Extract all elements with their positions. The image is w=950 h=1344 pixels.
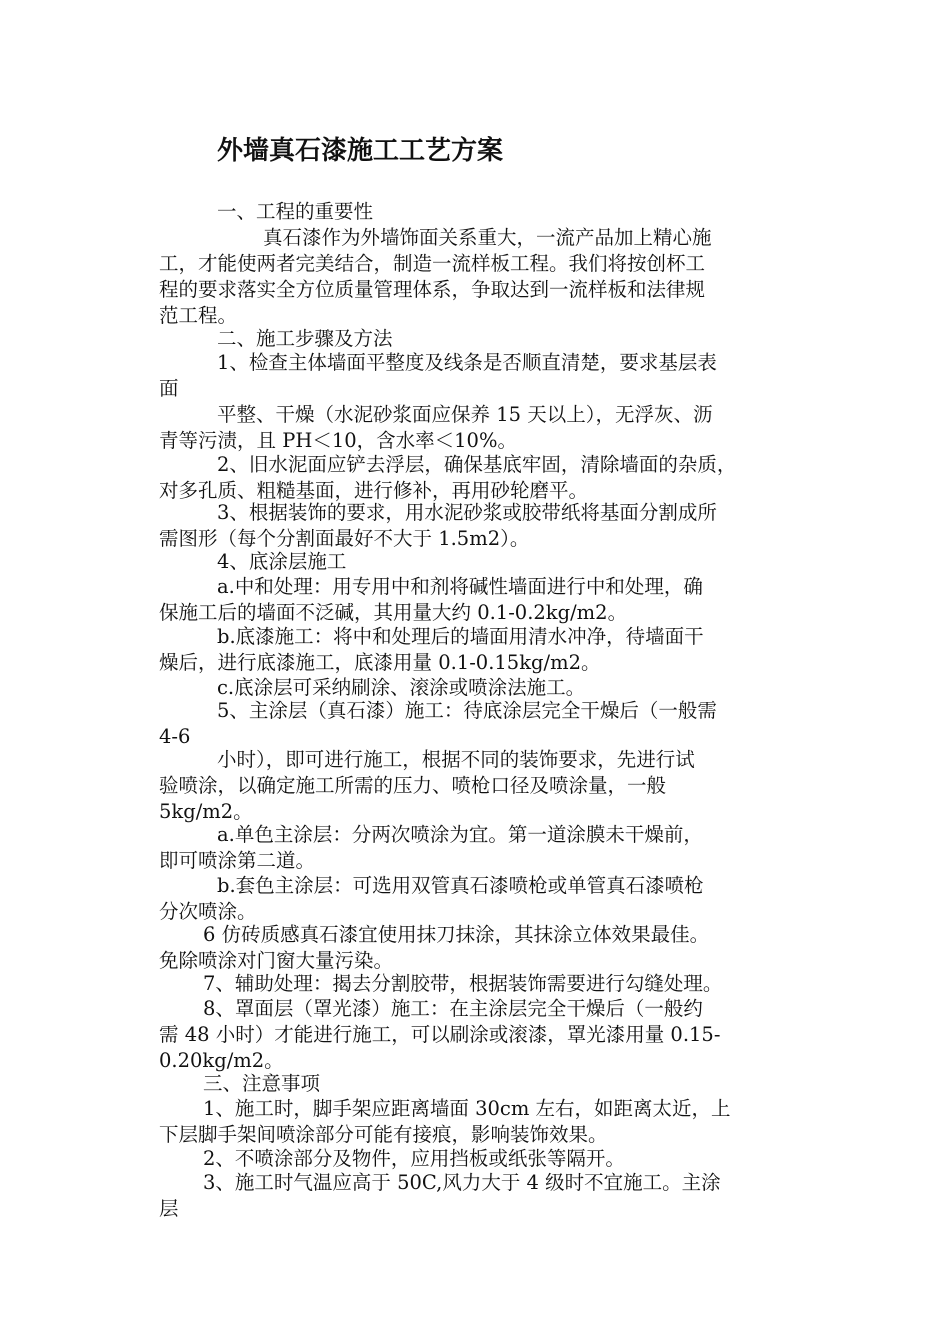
- paragraph-line: 6 仿砖质感真石漆宜使用抹刀抹涂，其抹涂立体效果最佳。: [203, 923, 710, 946]
- paragraph-line: 5、主涂层（真石漆）施工：待底涂层完全干燥后（一般需: [217, 699, 717, 722]
- paragraph-line: 青等污渍，且 PH＜10，含水率＜10%。: [159, 429, 517, 452]
- paragraph-line: 验喷涂，以确定施工所需的压力、喷枪口径及喷涂量，一般: [159, 774, 667, 797]
- paragraph-line: 平整、干燥（水泥砂浆面应保养 15 天以上），无浮灰、沥: [217, 403, 713, 426]
- paragraph-line: 层: [159, 1197, 179, 1220]
- paragraph-line: 0.20kg/m2。: [159, 1049, 284, 1072]
- paragraph-line: 1、施工时，脚手架应距离墙面 30cm 左右，如距离太近，上: [203, 1097, 731, 1120]
- paragraph-line: 下层脚手架间喷涂部分可能有接痕，影响装饰效果。: [159, 1123, 608, 1146]
- paragraph-line: 保施工后的墙面不泛碱，其用量大约 0.1-0.2kg/m2。: [159, 601, 628, 624]
- paragraph-line: 8、罩面层（罩光漆）施工：在主涂层完全干燥后（一般约: [203, 997, 703, 1020]
- section-heading: 二、施工步骤及方法: [217, 327, 393, 350]
- section-heading: 三、注意事项: [203, 1072, 321, 1095]
- paragraph-line: 即可喷涂第二道。: [159, 849, 316, 872]
- paragraph-line: 真石漆作为外墙饰面关系重大，一流产品加上精心施: [263, 226, 712, 249]
- paragraph-line: 小时），即可进行施工，根据不同的装饰要求，先进行试: [217, 748, 695, 771]
- paragraph-line: 程的要求落实全方位质量管理体系，争取达到一流样板和法律规: [159, 278, 706, 301]
- paragraph-line: 3、施工时气温应高于 50C,风力大于 4 级时不宜施工。主涂: [203, 1171, 721, 1194]
- paragraph-line: b.底漆施工：将中和处理后的墙面用清水冲净，待墙面干: [217, 625, 704, 648]
- paragraph-line: 3、根据装饰的要求，用水泥砂浆或胶带纸将基面分割成所: [217, 501, 717, 524]
- paragraph-line: 2、旧水泥面应铲去浮层，确保基底牢固，清除墙面的杂质，: [217, 453, 737, 476]
- paragraph-line: 燥后，进行底漆施工，底漆用量 0.1-0.15kg/m2。: [159, 651, 601, 674]
- paragraph-line: 4-6: [159, 725, 191, 748]
- paragraph-line: 5kg/m2。: [159, 800, 253, 823]
- section-heading: 4、底涂层施工: [217, 550, 347, 573]
- paragraph-line: 需图形（每个分割面最好不大于 1.5m2）。: [159, 527, 530, 550]
- document-title: 外墙真石漆施工工艺方案: [217, 136, 504, 166]
- paragraph-line: 分次喷涂。: [159, 900, 257, 923]
- paragraph-line: 范工程。: [159, 304, 238, 327]
- paragraph-line: 工，才能使两者完美结合，制造一流样板工程。我们将按创杯工: [159, 252, 706, 275]
- paragraph-line: a.单色主涂层：分两次喷涂为宜。第一道涂膜未干燥前，: [217, 823, 703, 846]
- paragraph-line: 对多孔质、粗糙基面，进行修补，再用砂轮磨平。: [159, 479, 589, 502]
- paragraph-line: 7、辅助处理：揭去分割胶带，根据装饰需要进行勾缝处理。: [203, 972, 723, 995]
- paragraph-line: a.中和处理：用专用中和剂将碱性墙面进行中和处理，确: [217, 575, 703, 598]
- paragraph-line: 免除喷涂对门窗大量污染。: [159, 949, 394, 972]
- section-heading: 一、工程的重要性: [217, 200, 374, 223]
- paragraph-line: 需 48 小时）才能进行施工，可以刷涂或滚漆，罩光漆用量 0.15-: [159, 1023, 721, 1046]
- paragraph-line: 面: [159, 377, 179, 400]
- paragraph-line: c.底涂层可采纳刷涂、滚涂或喷涂法施工。: [217, 676, 586, 699]
- paragraph-line: 1、检查主体墙面平整度及线条是否顺直清楚，要求基层表: [217, 351, 717, 374]
- paragraph-line: 2、不喷涂部分及物件，应用挡板或纸张等隔开。: [203, 1147, 625, 1170]
- paragraph-line: b.套色主涂层：可选用双管真石漆喷枪或单管真石漆喷枪: [217, 874, 704, 897]
